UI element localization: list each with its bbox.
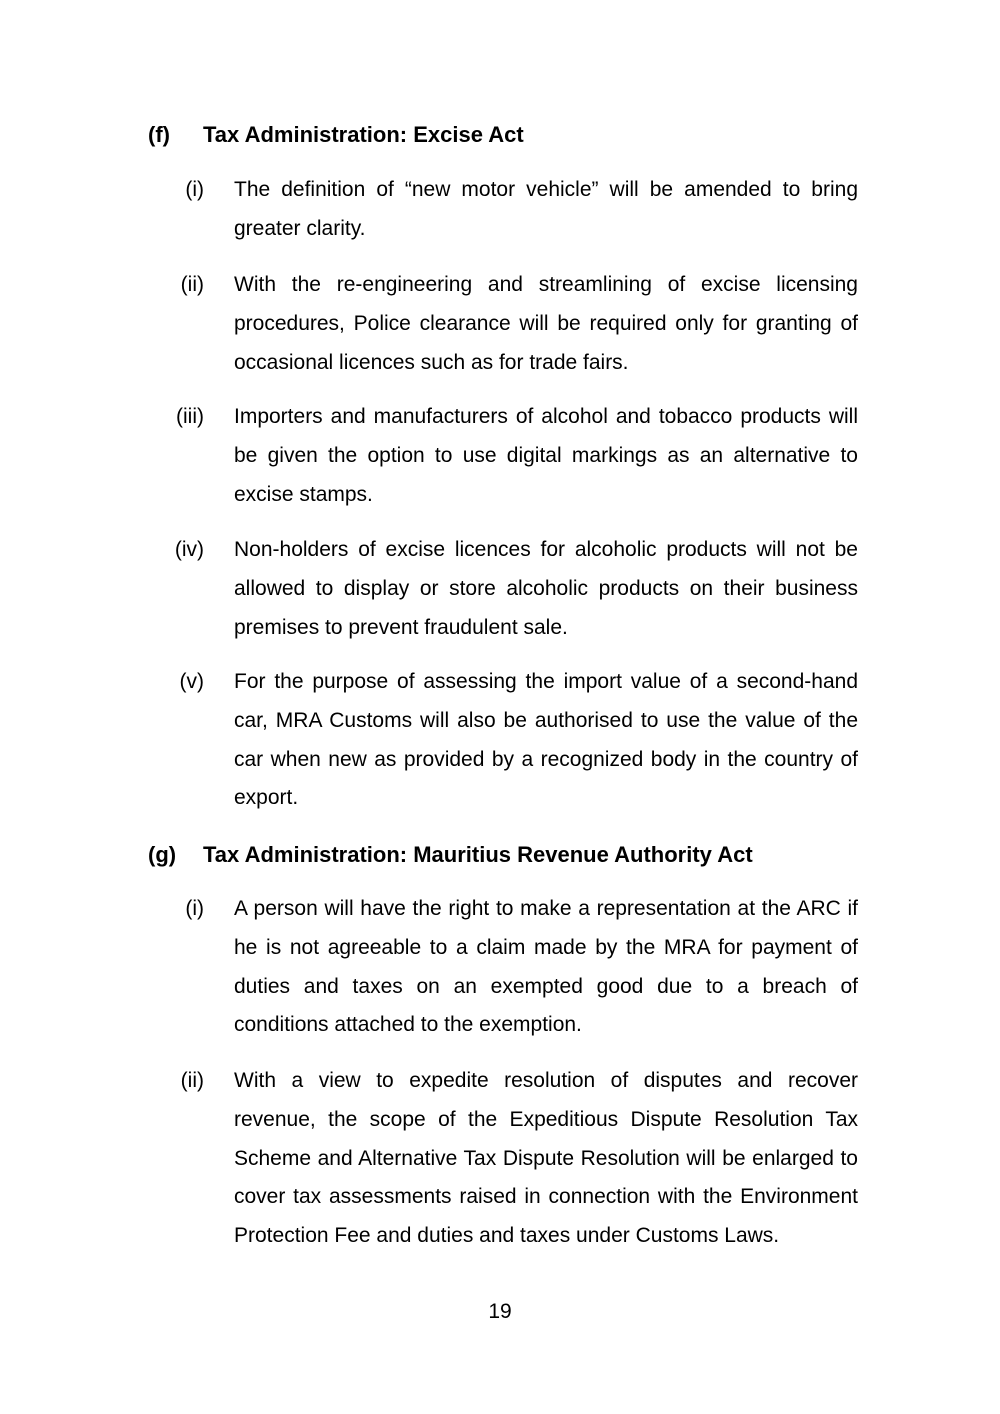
section-heading-f: [148, 120, 524, 150]
section-label: (f): [148, 122, 170, 147]
section-label: (g): [148, 842, 177, 867]
item-number: (iv): [174, 538, 204, 561]
item-number: (ii): [180, 273, 204, 296]
item-text: For the purpose of assessing the import value of a second-hand car, MRA Customs will also be authorised to use the value of the car when new as provided by a recognized body in the country of export.: [234, 670, 858, 810]
item-text: With the re-engineering and streamlining of excise licensing procedures, Police clearance will be required only for granting of occasional licences such as for trade fairs.: [234, 273, 858, 374]
item-text: Importers and manufacturers of alcohol and tobacco products will be given the option to use digital markings as an alternative to excise stamps.: [234, 405, 858, 506]
item-text: With a view to expedite resolution of disputes and recover revenue, the scope of the Expeditious Dispute Resolution Tax Scheme and Alternative Tax Dispute Resolution will be enlarged to cover tax assessments raised in connection with the Environment Protection Fee and duties and taxes under Customs Laws.: [234, 1069, 858, 1248]
section-title: Tax Administration: Excise Act: [203, 122, 524, 147]
section-title: Tax Administration: Mauritius Revenue Authority Act: [203, 842, 753, 867]
item-text: The definition of “new motor vehicle” will be amended to bring greater clarity.: [234, 178, 858, 240]
item-number: (i): [185, 897, 204, 920]
section-heading-g: [148, 840, 753, 870]
item-number: (i): [185, 178, 204, 201]
item-text: A person will have the right to make a representation at the ARC if he is not agreeable to a claim made by the MRA for payment of duties and taxes on an exempted good due to a breach of conditions attached to the exemption.: [234, 897, 858, 1037]
item-number: (v): [179, 670, 204, 693]
item-text: Non-holders of excise licences for alcoholic products will not be allowed to display or store alcoholic products on their business premises to prevent fraudulent sale.: [234, 538, 858, 639]
item-number: (iii): [176, 405, 204, 428]
page-number: 19: [488, 1300, 512, 1323]
item-number: (ii): [180, 1069, 204, 1092]
